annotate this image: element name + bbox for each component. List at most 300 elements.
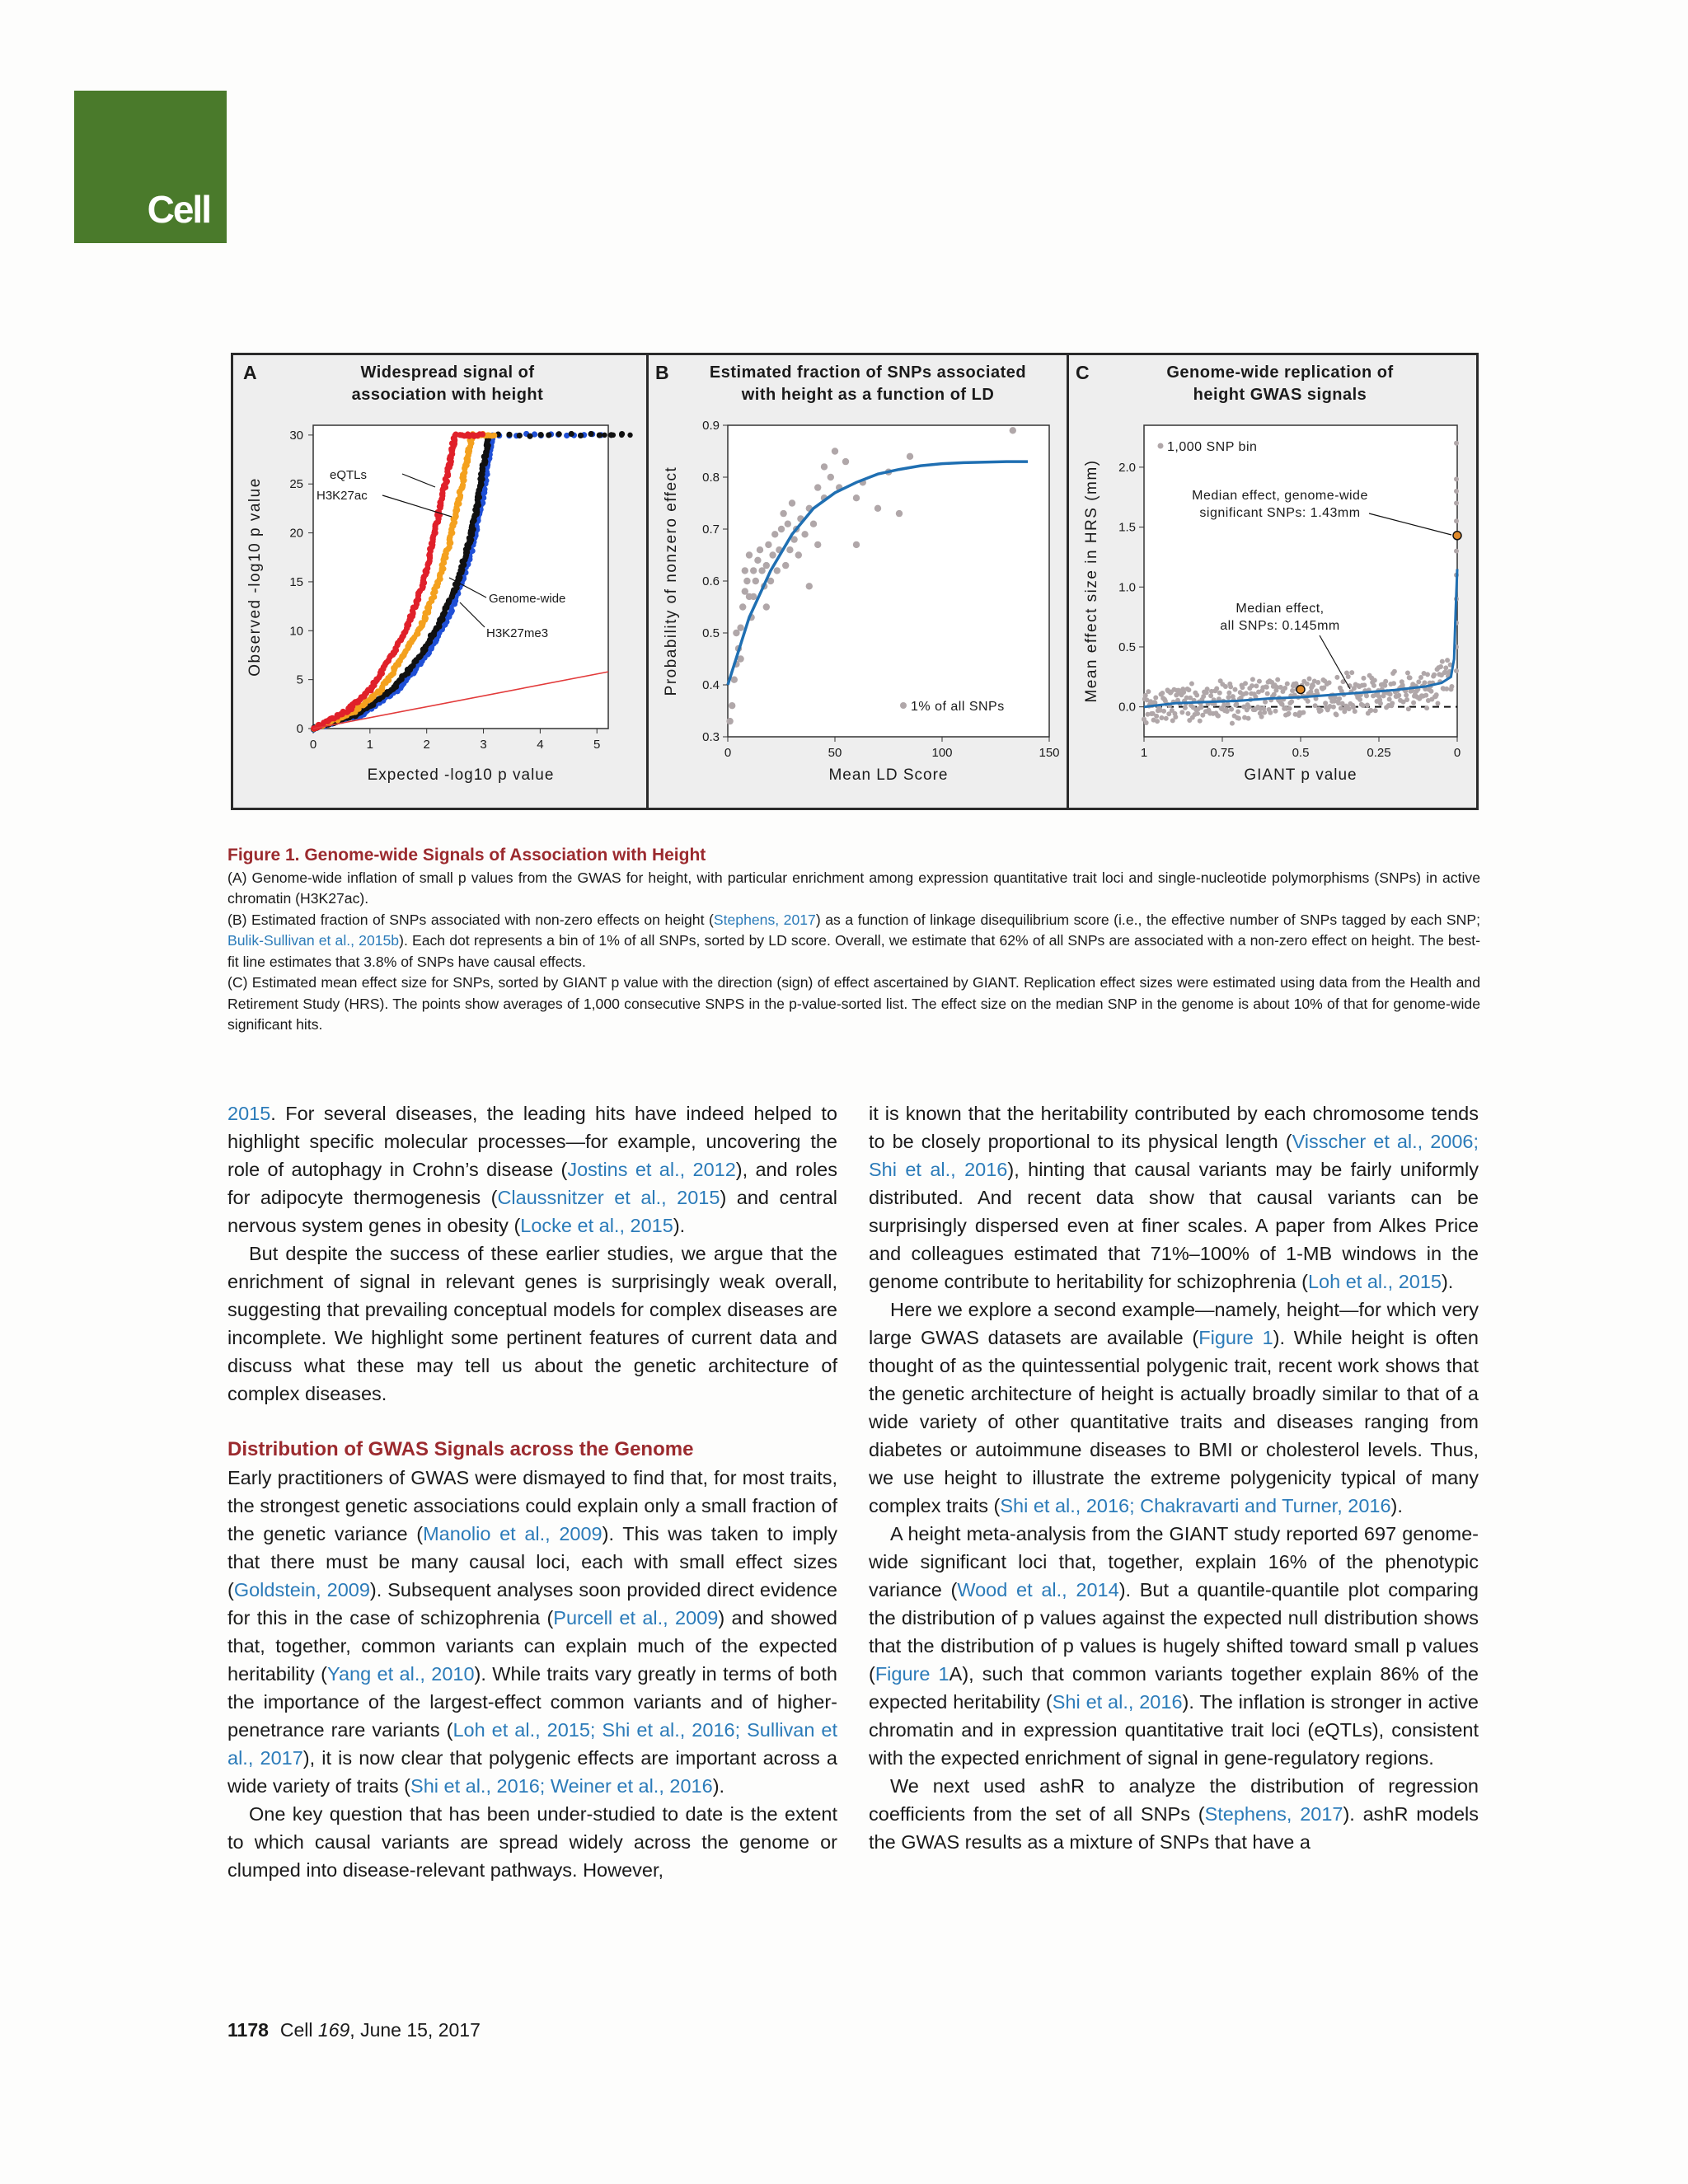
qq-point-genome-wide [506,432,512,438]
qq-point-genome-wide [611,433,616,438]
ld-bin-point [739,603,746,610]
snp-bin-point [1411,701,1416,705]
snp-bin-point [1164,716,1169,721]
citation-link[interactable]: Figure 1 [874,1663,950,1685]
y-tick-label-b: 0.6 [702,574,720,588]
qq-point-genome-wide [517,433,523,438]
ld-bin-point [795,551,802,558]
snp-bin-point [1357,697,1362,702]
ld-bin-point [785,521,791,527]
x-tick-label-a: 0 [309,738,317,752]
qq-point-genome-wide [569,431,574,437]
snp-bin-point [1351,705,1356,710]
body-text: ). The inflation is stronger in active chromatin and in expression quantitative trait loci (eQTLs), consistent with the expected enrichment of signal in gene-regulatory regions. [869,1691,1479,1769]
snp-bin-point [1392,669,1397,674]
x-tick-label-b: 0 [724,746,732,760]
snp-bin-point [1263,700,1268,705]
qq-point-genome-wide [602,433,607,438]
snp-bin-point [1454,501,1459,506]
snp-bin-point [1233,687,1238,692]
ld-bin-point [814,541,821,548]
snp-bin-point [1159,715,1164,720]
ld-bin-point [786,546,793,553]
citation-link[interactable]: Figure 1 [1198,1327,1273,1348]
snp-bin-point [1254,683,1259,688]
ld-bin-point [782,562,789,569]
x-tick-label-c: 0.75 [1210,746,1235,760]
paragraph [227,1240,837,1408]
snp-bin-point [1408,675,1413,680]
ld-bin-point [726,718,733,724]
snp-bin-point [1244,691,1249,696]
body-text: ). ashR models the GWAS results as a mixture of SNPs that have a [869,1803,1479,1853]
body-text: ). While height is often thought of as the quintessential polygenic trait, recent work shows that the genetic architecture of height is actually broadly similar to that of a wide variety of other quantitative traits and diseases ranging from diabetes or autoimmune diseases to BMI or cholesterol levels. Thus, we use height to illustrate the extreme polygenicity typical of many complex traits ( [869,1327,1479,1516]
qq-point-genome-wide [627,433,632,438]
snp-bin-point [1226,691,1231,696]
y-tick-label-a: 5 [296,673,303,687]
figure-1 [231,353,1479,810]
annotation-median-all: all SNPs: 0.145mm [1220,619,1340,633]
snp-bin-point [1454,518,1459,523]
left-column [227,1099,837,1884]
qq-point-h3k27ac [491,433,497,438]
x-axis-label-b: Mean LD Score [828,766,949,784]
figure-caption [227,845,1480,1036]
body-text: ). [712,1775,725,1797]
ld-bin-point [821,463,828,470]
snp-bin-point [1428,689,1433,694]
panel-b-letter: B [655,362,669,383]
snp-bin-point [1153,696,1158,701]
y-tick-label-c: 1.0 [1118,580,1136,595]
page-footer [227,2019,481,2041]
body-text: ). [1441,1271,1454,1292]
y-tick-label-b: 0.7 [702,523,720,537]
snp-bin-point [1334,675,1339,680]
body-text: ). [673,1215,686,1236]
logo-text: Cell [147,188,210,231]
snp-bin-point [1424,705,1429,710]
paragraph [869,1296,1479,1520]
snp-bin-point [1273,709,1278,714]
x-tick-label-a: 5 [593,738,601,752]
citation-link[interactable]: Loh et al., 2015; Shi et al., 2016; Sullivan et al., 2017 [227,1719,837,1769]
snp-bin-point [1287,711,1292,716]
x-axis-label-a: Expected -log10 p value [367,766,555,784]
snp-bin-point [1306,699,1311,704]
snp-bin-point [1285,682,1290,687]
snp-bin-point [1250,683,1254,688]
ld-bin-point [754,557,761,564]
snp-bin-point [1217,691,1222,696]
body-text: ), and roles for adipocyte thermogenesis ( [227,1159,837,1208]
snp-bin-point [1268,710,1273,715]
snp-bin-point [1334,712,1339,717]
ld-bin-point [1010,427,1016,434]
caption-a: (A) Genome-wide inflation of small p values from the GWAS for height, with particular enrichment among expression quantitative trait loci and single-nucleotide polymorphisms (SNPs) in active chromatin (H3K27ac). [227,869,1480,907]
snp-bin-point [1275,677,1280,682]
snp-bin-point [1146,689,1151,694]
snp-bin-point [1205,687,1210,691]
y-tick-label-c: 0.0 [1118,700,1136,715]
qq-point-genome-wide [597,432,603,438]
snp-bin-point [1373,708,1378,713]
y-tick-label-a: 25 [289,477,303,492]
snp-bin-point [1422,680,1427,685]
paragraph [227,1464,837,1800]
body-text: A height meta-analysis from the GIANT study reported 697 genome-wide significant loci that, together, explain 16% of the phenotypic variance ( [869,1523,1479,1601]
snp-bin-point [1319,708,1324,713]
caption-text: (B) Estimated fraction of SNPs associated with non-zero effects on height ( [227,911,714,928]
citation-link[interactable]: Goldstein, 2009 [233,1579,370,1601]
page-number: 1178 [227,2019,269,2041]
annotation-median-gws: Median effect, genome-wide [1192,489,1368,503]
y-tick-label-b: 0.9 [702,419,720,433]
body-text: ) and showed that, together, common variants can explain much of the expected heritability ( [227,1607,837,1685]
snp-bin-point [1228,684,1233,689]
ld-bin-point [763,603,770,610]
x-tick-label-a: 1 [366,738,374,752]
qq-point-genome-wide [556,431,562,437]
snp-bin-point [1445,658,1450,663]
panel-b-title-line: with height as a function of LD [741,386,995,404]
ld-bin-point [743,578,750,584]
snp-bin-point [1362,682,1367,687]
ld-bin-point [874,505,881,512]
snp-bin-point [1278,685,1283,690]
panel-c-title-line: height GWAS signals [1193,386,1367,404]
snp-bin-point [1246,716,1251,721]
snp-bin-point [1301,710,1306,715]
citation-link[interactable]: Shi et al., 2016; Chakravarti and Turner, 2016 [1000,1495,1391,1516]
snp-bin-point [1160,691,1165,696]
x-tick-label-a: 4 [537,738,544,752]
snp-bin-point [1282,686,1287,691]
citation-link[interactable]: Stephens, 2017 [1204,1803,1343,1825]
snp-bin-point [1289,699,1294,704]
snp-bin-point [1287,706,1292,711]
annotation-genome-wide: Genome-wide [489,592,566,606]
citation-link[interactable]: 2015 [227,1103,271,1124]
snp-bin-point [1236,716,1241,721]
qq-point-genome-wide [588,431,593,437]
snp-bin-point [1173,715,1178,719]
qq-point-genome-wide [546,432,551,438]
citation-link[interactable]: Visscher et al., 2006; Shi et al., 2016 [869,1131,1479,1180]
ld-bin-point [853,541,860,548]
legend-marker-c [1158,443,1164,449]
x-tick-label-a: 3 [480,738,487,752]
body-text: ) and central nervous system genes in obesity ( [227,1187,837,1236]
y-tick-label-c: 2.0 [1118,460,1136,475]
body-text: ). [1390,1495,1403,1516]
snp-bin-point [1272,692,1277,697]
ld-bin-point [757,546,763,553]
paragraph [869,1520,1479,1772]
snp-bin-point [1214,687,1219,691]
snp-bin-point [1454,549,1459,554]
x-tick-label-b: 100 [931,746,953,760]
y-axis-label-a: Observed -log10 p value [246,477,264,677]
snp-bin-point [1305,682,1310,687]
snp-bin-point [1179,710,1184,715]
snp-bin-point [1443,665,1448,670]
snp-bin-point [1259,715,1264,719]
citation-link[interactable]: Shi et al., 2016; Weiner et al., 2016 [410,1775,713,1797]
snp-bin-point [1383,679,1388,684]
ld-bin-point [750,593,757,600]
section-heading: Distribution of GWAS Signals across the Genome [227,1438,694,1460]
ld-bin-point [801,531,808,537]
snp-bin-point [1390,701,1395,705]
qq-point-genome-wide [578,433,584,438]
y-tick-label-c: 1.5 [1118,520,1136,535]
snp-bin-point [1387,697,1392,702]
snp-bin-point [1425,672,1430,677]
snp-bin-point [1365,702,1370,707]
snp-bin-point [1327,680,1332,685]
snp-bin-point [1438,664,1443,669]
cell-logo [74,91,227,243]
citation-link[interactable]: Bulik-Sullivan et al., 2015b [227,932,400,949]
ld-bin-point [733,630,739,636]
snp-bin-point [1435,701,1440,705]
snp-bin-point [1264,685,1269,690]
snp-bin-point [1199,705,1204,710]
citation-link[interactable]: Shi et al., 2016 [1052,1691,1183,1713]
citation-link[interactable]: Wood et al., 2014 [957,1579,1119,1601]
snp-bin-point [1208,693,1213,698]
panel-a-letter: A [243,362,257,383]
snp-bin-point [1440,659,1445,664]
snp-bin-point [1229,707,1234,712]
snp-bin-point [1416,679,1421,684]
body-text: One key question that has been under-studied to date is the extent to which causal variants are spread widely across the genome or clumped into disease-relevant pathways. However, [227,1803,837,1881]
snp-bin-point [1315,680,1320,685]
ld-bin-point [742,567,748,574]
snp-bin-point [1280,702,1285,707]
snp-bin-point [1454,441,1459,446]
body-text: ). Subsequent analyses soon provided direct evidence for this in the case of schizophrenia ( [227,1579,837,1629]
y-tick-label-b: 0.5 [702,626,720,640]
snp-bin-point [1349,670,1354,675]
snp-bin-point [1404,697,1409,702]
snp-bin-point [1347,706,1352,711]
snp-bin-point [1246,705,1251,710]
caption-title: Figure 1. Genome-wide Signals of Association with Height [227,846,706,865]
x-tick-label-c: 0 [1453,746,1461,760]
body-text: ). While traits vary greatly in terms of both the importance of the largest-effect common variants and of higher-penetrance rare variants ( [227,1663,837,1741]
legend-label-c: 1,000 SNP bin [1167,440,1258,454]
snp-bin-point [1454,489,1459,494]
citation-link[interactable]: Purcell et al., 2009 [553,1607,719,1629]
snp-bin-point [1449,684,1454,689]
median-marker [1453,532,1461,540]
body-text: Here we explore a second example—namely, height—for which very large GWAS datasets are available ( [869,1299,1479,1348]
y-tick-label-a: 10 [289,624,303,639]
snp-bin-point [1189,682,1194,687]
snp-bin-point [1405,670,1410,675]
panel-a-title-line: association with height [351,386,544,404]
snp-bin-point [1216,714,1221,719]
x-tick-label-c: 1 [1140,746,1148,760]
body-text: A), such that common variants together explain 86% of the expected heritability ( [869,1663,1479,1713]
citation-link[interactable]: Yang et al., 2010 [327,1663,475,1685]
ld-bin-point [771,531,778,537]
snp-bin-point [1257,679,1262,684]
snp-bin-point [1225,709,1230,714]
snp-bin-point [1311,683,1315,688]
body-text: But despite the success of these earlier studies, we argue that the enrichment of signal in relevant genes is surprisingly weak overall, suggesting that prevailing conceptual models for complex diseases are incomplete. We highlight some pertinent features of current data and discuss what these may tell us about the genetic architecture of complex diseases. [227,1243,837,1404]
ld-bin-point [729,702,735,709]
snp-bin-point [1406,706,1411,711]
ld-bin-point [780,510,786,517]
body-text: ). But a quantile-quantile plot comparing the distribution of p values against the expected null distribution shows that the distribution of p values is hugely shifted toward small p values ( [869,1579,1479,1685]
y-tick-label-b: 0.8 [702,471,720,485]
annotation-h3k27me3: H3K27me3 [486,626,549,640]
snp-bin-point [1372,683,1376,688]
snp-bin-point [1198,719,1203,724]
snp-bin-point [1346,674,1351,679]
qq-point-eqtls [480,431,485,437]
ld-bin-point [806,583,813,589]
y-axis-label-b: Probability of nonzero effect [663,466,680,696]
citation-link[interactable]: Loh et al., 2015 [1307,1271,1442,1292]
snp-bin-point [1236,709,1240,714]
annotation-eqtls: eQTLs [330,468,368,482]
ld-bin-point [828,474,834,480]
snp-bin-point [1353,709,1357,714]
snp-bin-point [1230,721,1235,726]
snp-bin-point [1432,673,1437,677]
ld-bin-point [814,484,821,490]
issue-date: , June 15, 2017 [349,2019,481,2041]
y-axis-label-c: Mean effect size in HRS (mm) [1083,459,1100,703]
snp-bin-point [1313,703,1318,708]
snp-bin-point [1331,705,1336,710]
ld-bin-point [731,677,738,683]
annotation-h3k27ac: H3K27ac [316,489,368,503]
snp-bin-point [1265,691,1270,696]
ld-bin-point [778,526,785,532]
snp-bin-point [1339,705,1343,710]
snp-bin-point [1337,696,1342,701]
ld-bin-point [750,567,757,574]
x-tick-label-c: 0.5 [1292,746,1310,760]
paragraph [227,1099,837,1240]
qq-point-genome-wide [538,432,544,438]
snp-bin-point [1368,708,1373,713]
snp-bin-point [1240,685,1245,690]
snp-bin-point [1382,683,1387,688]
annotation-median-all: Median effect, [1236,602,1325,616]
ld-bin-point [789,499,795,506]
body-text: it is known that the heritability contributed by each chromosome tends to be closely proportional to its physical length ( [869,1103,1479,1152]
snp-bin-point [1243,681,1248,686]
snp-bin-point [1361,676,1366,681]
y-tick-label-a: 15 [289,574,303,589]
snp-bin-point [1434,692,1439,697]
y-tick-label-a: 20 [289,526,303,541]
x-tick-label-c: 0.25 [1367,746,1391,760]
x-tick-label-a: 2 [423,738,430,752]
snp-bin-point [1226,695,1231,700]
snp-bin-point [1364,693,1369,698]
snp-bin-point [1378,701,1383,705]
snp-bin-point [1372,678,1377,683]
caption-text: ) as a function of linkage disequilibrium score (i.e., the effective number of SNPs tagged by each SNP; [815,911,1480,928]
snp-bin-point [1144,720,1149,725]
x-tick-label-b: 150 [1039,746,1060,760]
snp-bin-point [1418,675,1423,680]
paragraph [869,1099,1479,1296]
snp-bin-point [1185,711,1190,716]
snp-bin-point [1155,719,1160,724]
snp-bin-point [1307,677,1312,682]
snp-bin-point [1250,677,1255,682]
journal-volume: 169 [317,2019,350,2041]
snp-bin-point [1154,714,1159,719]
body-text: ), it is now clear that polygenic effects are important across a wide variety of traits ( [227,1747,837,1797]
snp-bin-point [1423,693,1428,698]
citation-link[interactable]: Jostins et al., 2012 [567,1159,736,1180]
qq-point-genome-wide [619,433,624,438]
ld-bin-point [765,541,771,548]
x-tick-label-b: 50 [828,746,842,760]
body-text: ). This was taken to imply that there must be many causal loci, each with small effect sizes ( [227,1523,838,1601]
ld-bin-point [907,453,913,460]
ld-bin-point [896,510,903,517]
y-tick-label-a: 30 [289,428,303,443]
legend-marker-b [900,702,907,709]
citation-link[interactable]: Manolio et al., 2009 [423,1523,603,1544]
qq-point-genome-wide [527,434,532,439]
caption-text: ). Each dot represents a bin of 1% of all SNPs, sorted by LD score. Overall, we estimate that 62% of all SNPs are associated with a non-zero effect on height. The best-fit line estimates that 3.8% of SNPs have causal effects. [227,932,1480,970]
ld-bin-point [810,521,817,527]
snp-bin-point [1454,668,1459,673]
ld-bin-point [753,578,759,584]
legend-label-b: 1% of all SNPs [911,700,1005,714]
right-column [869,1099,1479,1856]
ld-bin-point [746,551,753,558]
panel-b-title-line: Estimated fraction of SNPs associated [709,363,1027,382]
snp-bin-point [1183,705,1188,710]
citation-link[interactable]: Locke et al., 2015 [520,1215,673,1236]
snp-bin-point [1290,688,1295,693]
ld-bin-point [842,458,849,465]
snp-bin-point [1234,701,1239,706]
ld-bin-point [774,567,781,574]
ld-bin-point [769,551,776,558]
paragraph [227,1800,837,1884]
body-text: . For several diseases, the leading hits have indeed helped to highlight specific molecular processes—for example, uncovering the role of autophagy in Crohn’s disease ( [227,1103,837,1180]
caption-b [227,910,1480,973]
citation-link[interactable]: Claussnitzer et al., 2015 [497,1187,720,1208]
body-text: We next used ashR to analyze the distribution of regression coefficients from the set of all SNPs ( [869,1775,1479,1825]
snp-bin-point [1391,681,1396,686]
panel-a-title-line: Widespread signal of [360,363,535,382]
snp-bin-point [1262,710,1267,715]
annotation-median-gws: significant SNPs: 1.43mm [1199,506,1361,520]
panel-c-title-line: Genome-wide replication of [1166,363,1394,382]
y-tick-label-a: 0 [296,722,303,736]
y-tick-label-b: 0.4 [702,678,720,692]
median-marker [1296,686,1305,694]
snp-bin-point [1194,693,1199,698]
journal-name: Cell [279,2019,313,2041]
snp-bin-point [1161,709,1166,714]
citation-link[interactable]: Stephens, 2017 [713,911,816,928]
